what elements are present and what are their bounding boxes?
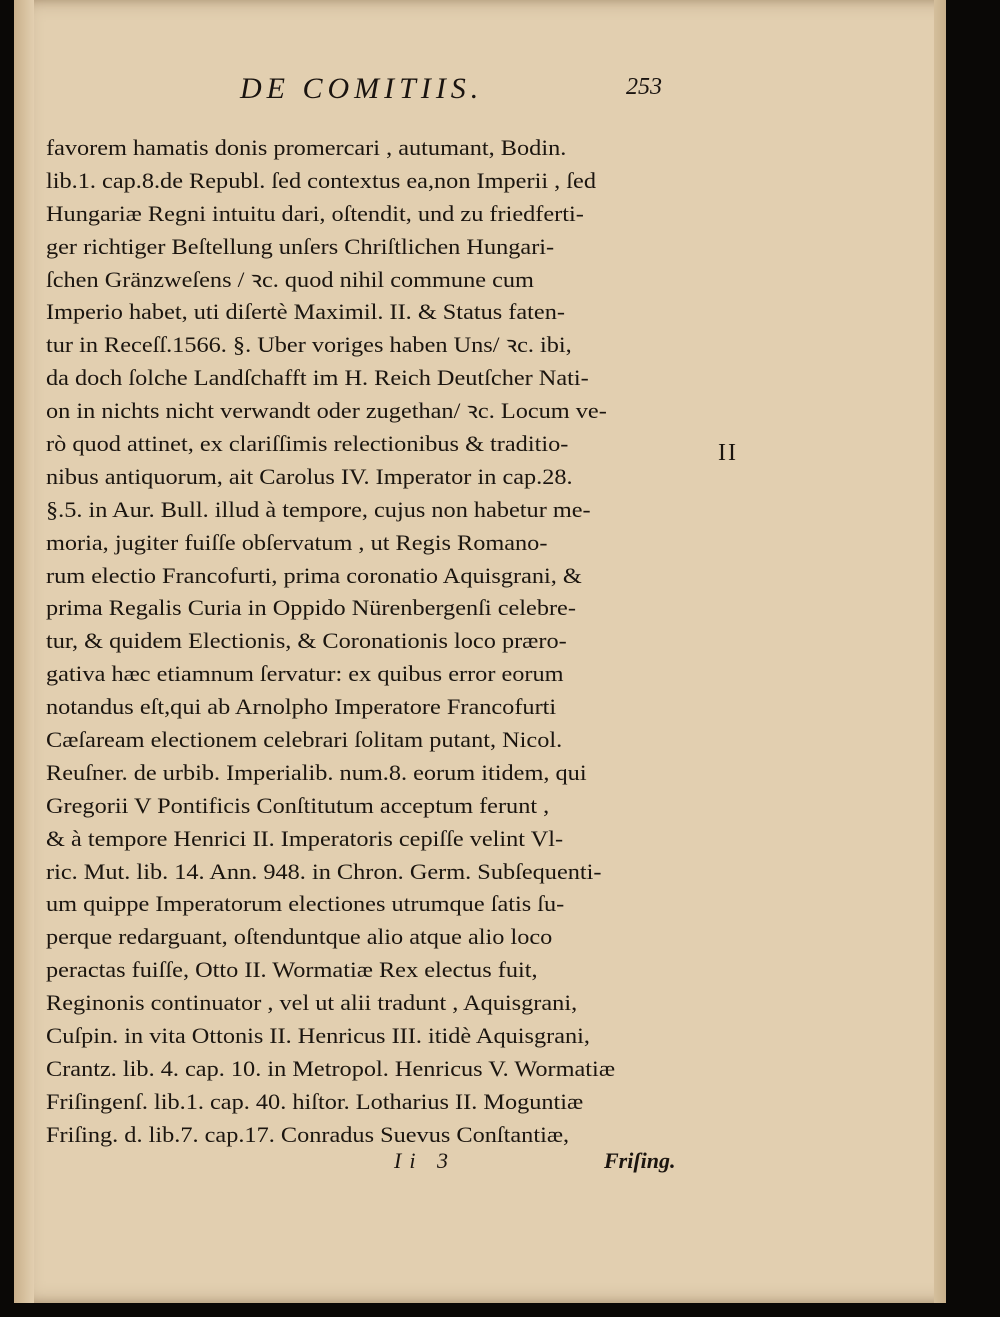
text-line — [46, 395, 696, 428]
text-line — [46, 231, 696, 264]
text-line-content: Hungariæ Regni intuitu dari, oſtendit, und zu friedferti- — [46, 200, 584, 226]
text-line — [46, 724, 696, 757]
body-text — [46, 132, 696, 1152]
text-line — [46, 625, 696, 658]
text-line-content: §.5. in Aur. Bull. illud à tempore, cujus non habetur me- — [46, 496, 591, 522]
page-edge — [934, 0, 946, 1303]
text-line-content: tur in Receſſ.1566. §. Uber voriges haben Uns/ ꝛc. ibi, — [46, 332, 572, 358]
text-line-content: Friſing. d. lib.7. cap.17. Conradus Suevus Conſtantiæ, — [46, 1121, 570, 1147]
text-line — [46, 132, 696, 165]
text-line — [46, 560, 696, 593]
text-line-content: perque redarguant, oſtenduntque alio atque alio loco — [46, 924, 553, 950]
text-line-content: um quippe Imperatorum electiones utrumque ſatis ſu- — [46, 891, 565, 917]
text-line — [46, 757, 696, 790]
text-line — [46, 1053, 696, 1086]
text-line-content: notandus eſt,qui ab Arnolpho Imperatore Francofurti — [46, 694, 557, 720]
text-line-content: favorem hamatis donis promercari , autumant, Bodin. — [46, 135, 567, 160]
text-line — [46, 428, 696, 461]
text-line-content: tur, & quidem Electionis, & Coronationis loco præro- — [46, 628, 567, 654]
text-line — [46, 592, 696, 625]
running-title: DE COMITIIS. — [240, 72, 484, 105]
text-line — [46, 198, 696, 231]
text-line — [46, 1020, 696, 1053]
text-line-content: ric. Mut. lib. 14. Ann. 948. in Chron. Germ. Subſequenti- — [46, 858, 602, 884]
text-line-content: peractas fuiſſe, Otto II. Wormatiæ Rex electus fuit, — [46, 957, 538, 983]
text-line — [46, 888, 696, 921]
text-line-content: Cuſpin. in vita Ottonis II. Henricus III. itidè Aquisgrani, — [46, 1023, 590, 1049]
text-line-content: ger richtiger Beſtellung unſers Chriſtlichen Hungari- — [46, 233, 555, 259]
margin-note: II — [718, 440, 738, 466]
text-line — [46, 165, 696, 198]
page-header — [14, 72, 946, 112]
text-line-content: Reginonis continuator , vel ut alii tradunt , Aquisgrani, — [46, 990, 578, 1016]
text-line-content: gativa hæc etiamnum ſervatur: ex quibus error eorum — [46, 661, 564, 687]
text-line — [46, 658, 696, 691]
text-line — [46, 1119, 696, 1152]
text-line-content: lib.1. cap.8.de Republ. ſed contextus ea,non Imperii , ſed — [46, 167, 596, 193]
text-line — [46, 921, 696, 954]
text-line-content: nibus antiquorum, ait Carolus IV. Imperator in cap.28. — [46, 463, 573, 489]
text-line-content: rò quod attinet, ex clariſſimis relectionibus & traditio- — [46, 431, 569, 457]
text-line — [46, 264, 696, 297]
text-line — [46, 296, 696, 329]
text-line-content: Gregorii V Pontificis Conſtitutum acceptum ferunt , — [46, 792, 550, 818]
text-line — [46, 362, 696, 395]
text-line — [46, 954, 696, 987]
text-line — [46, 494, 696, 527]
text-line-content: moria, jugiter fuiſſe obſervatum , ut Regis Romano- — [46, 529, 548, 555]
text-line-content: Crantz. lib. 4. cap. 10. in Metropol. Henricus V. Wormatiæ — [46, 1055, 616, 1081]
text-line — [46, 461, 696, 494]
text-line-content: Cæſaream electionem celebrari ſolitam putant, Nicol. — [46, 727, 563, 753]
text-line-content: Imperio habet, uti diſertè Maximil. II. & Status faten- — [46, 299, 565, 325]
catchword: Friſing. — [604, 1148, 676, 1173]
signature-mark: Ii 3 — [394, 1148, 456, 1173]
text-line-content: rum electio Francofurti, prima coronatio Aquisgrani, & — [46, 562, 582, 588]
text-line — [46, 856, 696, 889]
page-footer — [14, 1148, 946, 1184]
text-line-content: prima Regalis Curia in Oppido Nürenbergenſi celebre- — [46, 595, 576, 621]
text-line — [46, 691, 696, 724]
page-gutter — [14, 0, 34, 1303]
text-line-content: on in nichts nicht verwandt oder zugethan/ ꝛc. Locum ve- — [46, 398, 607, 424]
text-line-content: Reuſner. de urbib. Imperialib. num.8. eorum itidem, qui — [46, 759, 587, 785]
text-line — [46, 1086, 696, 1119]
text-line-content: & à tempore Henrici II. Imperatoris cepiſſe velint Vl- — [46, 825, 564, 851]
text-line — [46, 987, 696, 1020]
text-line-content: da doch ſolche Landſchafft im H. Reich Deutſcher Nati- — [46, 365, 589, 391]
text-line-content: Friſingenſ. lib.1. cap. 40. hiſtor. Lotharius II. Moguntiæ — [46, 1088, 584, 1114]
book-page — [14, 0, 946, 1303]
text-line — [46, 329, 696, 362]
text-line — [46, 790, 696, 823]
text-line-content: ſchen Gränzweſens / ꝛc. quod nihil commune cum — [46, 266, 534, 292]
page-number: 253 — [626, 74, 662, 100]
text-line — [46, 527, 696, 560]
text-line — [46, 823, 696, 856]
